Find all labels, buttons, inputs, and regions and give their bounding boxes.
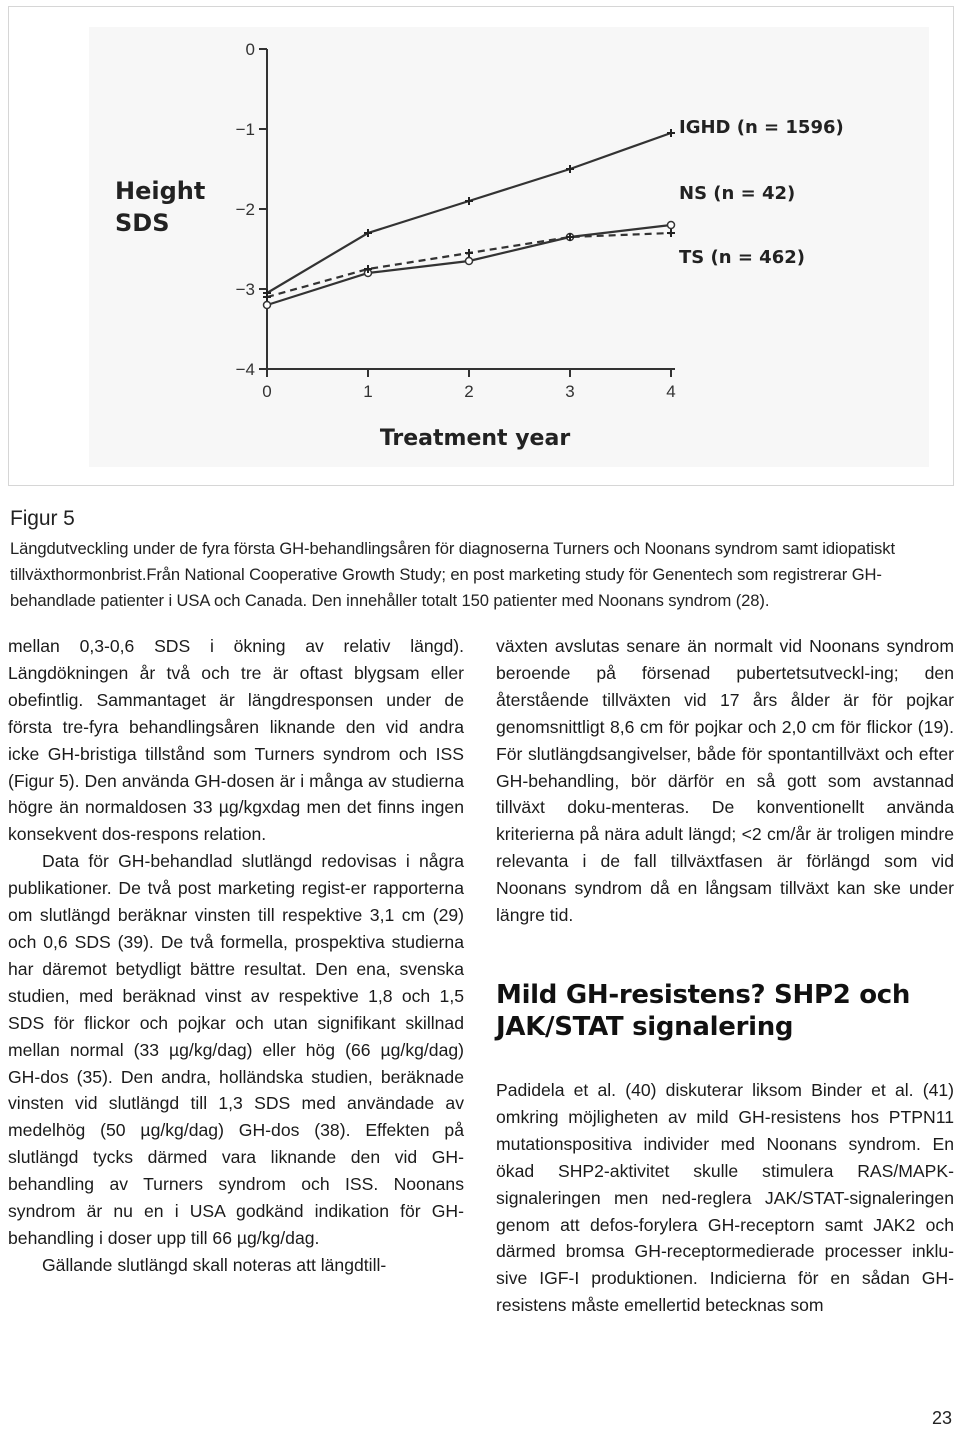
page-number: 23: [931, 1408, 952, 1428]
paragraph: mellan 0,3-0,6 SDS i ökning av relativ längd). Längdökningen år två och tre är oftast blygsam eller obefintlig. Sammantaget är längdresponsen under de första tre-fyra behandlingsåren liknande den vid andra icke GH-bristiga tillstånd som Turners syndrom och ISS (Figur 5). Den använda GH-dosen är i många av studierna högre än normaldosen 33 µg/kgxdag men det finns ingen konsekvent dos-respons relation.: [8, 636, 464, 845]
x-tick-label: 0: [262, 382, 272, 401]
paragraph: Gällande slutlängd skall noteras att längdtill-: [42, 1254, 387, 1275]
figure-title: Figur 5: [10, 507, 75, 530]
x-tick-label: 1: [363, 382, 373, 401]
paragraph: växten avslutas senare än normalt vid Noonans syndrom beroende på försenad pubertetsutveckl-ing; den återstående tillväxten vid 17 års ålder är för pojkar genomsnittligt 8,6 cm för pojkar och 2,0 cm för flickor (19). För slutlängdsangivelser, både för spontantillväxt och efter GH-behandling, bör därför en så gott som avstannad tillväxt doku-menteras. De konventionellt använda kriterierna på nära adult längd; <2 cm/år är troligen mindre relevanta i de fall tillväxtfasen är förlängd som vid Noonans syndrom då en långsam tillväxt kan ske under längre tid.: [496, 636, 954, 926]
y-axis-label-line: Height: [115, 177, 206, 205]
right-column: [496, 633, 954, 1319]
paragraph: Data för GH-behandlad slutlängd redovisas i några publikationer. De två post marketing regist-er rapporterna om slutlängd beräknar vinsten till respektive 3,1 cm (29) och 0,6 SDS (39). De två formella, prospektiva studierna har däremot betydligt bättre resultat. Den ena, svenska studien, med beräknad vinst av respektive 1,8 och 1,5 SDS för flickor och pojkar och utan signifikant skillnad mellan normal (33 µg/kg/dag) eller hög (66 µg/kg/dag) GH-dos (35). Den andra, holländska studien, beräknade vinsten vid slutlängd till 1,3 SDS med användade av medelhög (50 µg/kg/dag) GH-dos (38). Effekten på slutlängd tycks därmed vara liknande den vid GH-behandling av Turners syndrom och ISS. Noonans syndrom är nu en i USA godkänd indikation för GH-behandling i doser upp till 66 µg/kg/dag.: [8, 851, 464, 1248]
figure-caption: [10, 506, 952, 614]
y-tick-label: −1: [235, 120, 255, 139]
y-tick-label: −2: [235, 200, 255, 219]
x-tick-label: 2: [464, 382, 474, 401]
height-sds-chart: [9, 7, 953, 485]
series-label: TS (n = 462): [679, 247, 805, 268]
x-axis-label: Treatment year: [379, 426, 571, 451]
paragraph: Padidela et al. (40) diskuterar liksom Binder et al. (41) omkring möjligheten av mild GH-resistens hos PTPN11 mutationspositiva individer med Noonans syndrom. En ökad SHP2-aktivitet skulle stimulera RAS/MAPK-signaleringen men ned-reglera JAK/STAT-signaleringen genom att defos-forylera GH-receptorn samt JAK2 och därmed bromsa GH-receptormedierade processer inklu-sive IGF-I produktionen. Indicierna för en sådan GH-resistens måste emellertid betecknas som: [496, 1079, 954, 1316]
left-column: [8, 633, 464, 1279]
y-tick-label: 0: [245, 40, 255, 59]
series-label: IGHD (n = 1596): [679, 117, 844, 138]
data-point: [668, 222, 675, 229]
data-point: [264, 302, 271, 309]
x-tick-label: 3: [565, 382, 575, 401]
y-tick-label: −4: [235, 360, 255, 379]
data-point: [466, 258, 473, 265]
figure-caption-text: Längdutveckling under de fyra första GH-behandlingsåren för diagnoserna Turners och Noonans syndrom samt idiopatiskt tillväxthormonbrist.Från National Cooperative Growth Study; en post marketing study för Genentech som registrerar GH-behandlade patienter i USA och Canada. Den innehåller totalt 150 patienter med Noonans syndrom (28).: [10, 539, 895, 610]
y-axis-label-line: SDS: [115, 209, 170, 237]
series-label: NS (n = 42): [679, 183, 796, 204]
section-heading: Mild GH-resistens? SHP2 och JAK/STAT signalering: [496, 979, 911, 1042]
y-tick-label: −3: [235, 280, 255, 299]
figure-panel: [8, 6, 954, 486]
x-tick-label: 4: [666, 382, 676, 401]
